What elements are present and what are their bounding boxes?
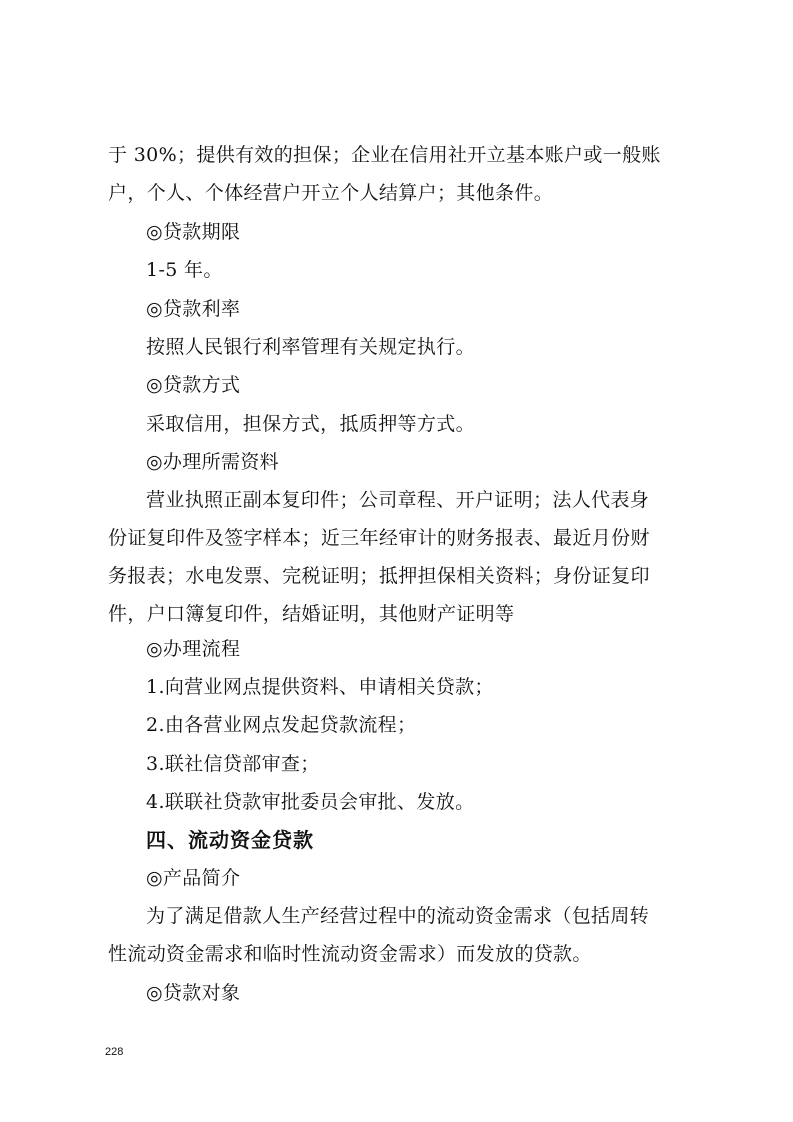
section-label: ◎办理流程: [146, 638, 241, 660]
text-line: 按照人民银行利率管理有关规定执行。: [146, 336, 475, 358]
text-line: 性流动资金需求和临时性流动资金需求）而发放的贷款。: [108, 943, 592, 965]
section-label: ◎办理所需资料: [146, 451, 280, 473]
text-line: 于 30%；提供有效的担保；企业在信用社开立基本账户或一般账: [108, 144, 661, 166]
list-item: 4.联联社贷款审批委员会审批、发放。: [146, 791, 475, 813]
section-heading: 四、流动资金贷款: [146, 828, 314, 852]
text-line: 户，个人、个体经营户开立个人结算户；其他条件。: [108, 182, 554, 204]
section-label: ◎贷款方式: [146, 374, 241, 396]
text-line: 务报表；水电发票、完税证明；抵押担保相关资料；身份证复印: [108, 565, 650, 587]
list-item: 3.联社信贷部审查；: [146, 753, 320, 775]
text-line: 营业执照正副本复印件；公司章程、开户证明；法人代表身: [146, 489, 650, 511]
text-line: 为了满足借款人生产经营过程中的流动资金需求（包括周转: [146, 905, 650, 927]
text-line: 采取信用，担保方式，抵质押等方式。: [146, 413, 475, 435]
text-line: 1-5 年。: [146, 259, 223, 281]
text-line: 件，户口簿复印件，结婚证明，其他财产证明等: [108, 603, 515, 625]
section-label: ◎贷款期限: [146, 221, 241, 243]
list-item: 1.向营业网点提供资料、申请相关贷款；: [146, 676, 494, 698]
text-line: 份证复印件及签字样本；近三年经审计的财务报表、最近月份财: [108, 527, 650, 549]
section-label: ◎贷款对象: [146, 982, 241, 1004]
list-item: 2.由各营业网点发起贷款流程；: [146, 714, 417, 736]
section-label: ◎贷款利率: [146, 298, 241, 320]
page-number: 228: [105, 1046, 124, 1058]
section-label: ◎产品简介: [146, 867, 241, 889]
